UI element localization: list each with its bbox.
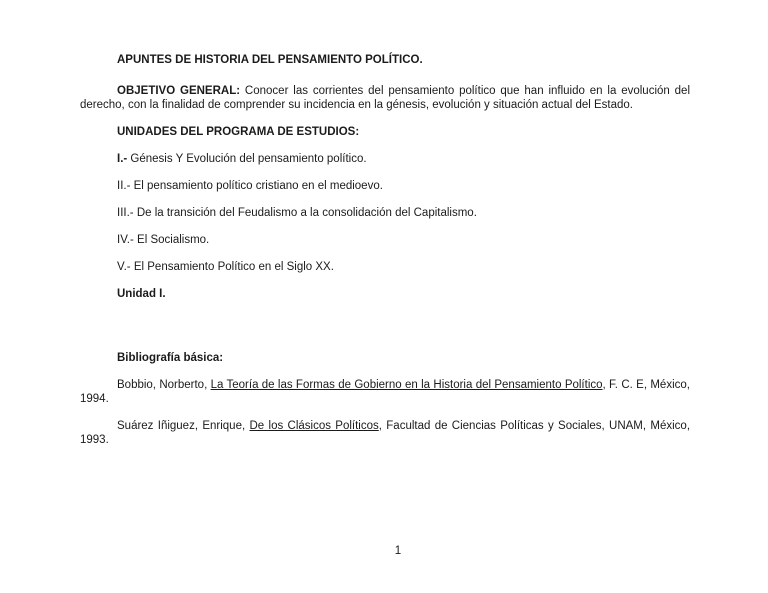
bibliography-entry-1-publisher: , F. C. E, México, 1994.	[80, 379, 690, 405]
unit-section-heading: Unidad I.	[117, 288, 166, 300]
bibliography-entry-2-publisher: , Facultad de Ciencias Políticas y Sociales, UNAM, México, 1993.	[80, 420, 691, 446]
blank-space	[80, 314, 690, 351]
objective-text: Conocer las corrientes del pensamiento político que han influido en la evolución del derecho, con la finalidad de comprender su incidencia en la génesis, evolución y situación actual del Estado.	[80, 85, 691, 111]
bibliography-entry-1-book-title: La Teoría de las Formas de Gobierno en la Historia del Pensamiento Político	[210, 379, 603, 391]
unit-item-4	[80, 233, 690, 247]
objective-label: OBJETIVO GENERAL:	[117, 85, 241, 97]
unit-1-numeral: I.-	[117, 153, 128, 165]
unit-2-numeral: II.-	[117, 180, 131, 192]
unit-5-numeral: V.-	[117, 261, 131, 273]
page-number: 1	[394, 545, 402, 557]
unit-4-numeral: IV.-	[117, 234, 134, 246]
bibliography-entry-2-author: Suárez Iñiguez, Enrique,	[117, 420, 250, 432]
unit-3-numeral: III.-	[117, 207, 134, 219]
unit-item-3	[80, 206, 690, 220]
unit-4-text: El Socialismo.	[133, 234, 210, 246]
bibliography-entry-1-author: Bobbio, Norberto,	[117, 379, 211, 391]
unit-2-text: El pensamiento político cristiano en el medioevo.	[130, 180, 383, 192]
unit-3-text: De la transición del Feudalismo a la consolidación del Capitalismo.	[133, 207, 477, 219]
document-title: APUNTES DE HISTORIA DEL PENSAMIENTO POLÍTICO.	[117, 54, 423, 66]
document-content	[80, 53, 690, 460]
bibliography-entry-2	[80, 419, 690, 447]
unit-1-text: Génesis Y Evolución del pensamiento político.	[127, 153, 367, 165]
unit-5-text: El Pensamiento Político en el Siglo XX.	[130, 261, 334, 273]
unit-item-1	[80, 152, 690, 166]
bibliography-entry-1	[80, 378, 690, 406]
unit-item-5	[80, 260, 690, 274]
bibliography-entry-2-book-title: De los Clásicos Políticos	[249, 420, 379, 432]
objective-paragraph	[80, 84, 690, 112]
units-heading: UNIDADES DEL PROGRAMA DE ESTUDIOS:	[117, 126, 360, 138]
unit-item-2	[80, 179, 690, 193]
bibliography-heading: Bibliografía básica:	[117, 352, 224, 364]
